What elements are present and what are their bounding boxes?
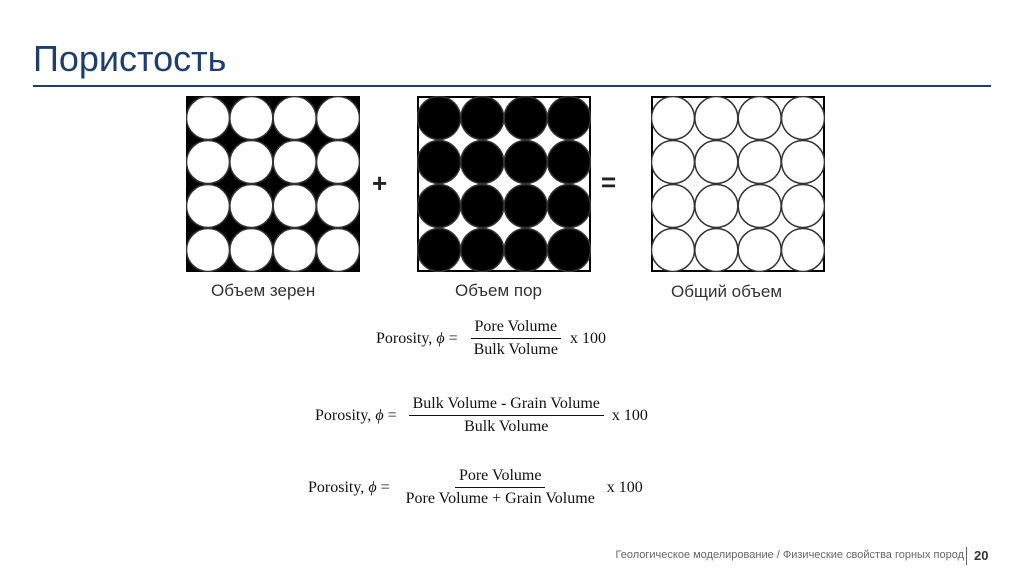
- grains-circle: [273, 97, 316, 140]
- formula-2-phi: ϕ: [375, 406, 384, 424]
- total-circle: [695, 97, 738, 140]
- formula-2-lhs: Porosity,: [315, 406, 372, 424]
- total-circle: [738, 185, 781, 228]
- pores-circle: [461, 229, 504, 272]
- total-circle: [782, 185, 825, 228]
- pore-volume-diagram: [417, 96, 591, 272]
- formula-3-eq: =: [380, 478, 390, 496]
- formula-2-denominator: Bulk Volume: [464, 418, 549, 435]
- formula-2-fraction: [409, 395, 604, 436]
- total-circle: [695, 229, 738, 272]
- pores-circle: [548, 141, 591, 184]
- grains-circle: [230, 229, 273, 272]
- total-circle: [652, 185, 695, 228]
- total-circle: [782, 97, 825, 140]
- grain-volume-label: Объем зерен: [211, 281, 316, 300]
- grains-circle: [317, 185, 360, 228]
- pores-circle: [418, 141, 461, 184]
- page-number: 20: [974, 548, 989, 563]
- pore-volume-label: Объем пор: [455, 281, 543, 300]
- formula-1-lhs: Porosity,: [376, 329, 433, 347]
- total-circle: [652, 141, 695, 184]
- formula-1-phi: ϕ: [436, 329, 445, 347]
- formula-2-numerator: Bulk Volume - Grain Volume: [409, 395, 604, 416]
- slide-title: Пористость: [33, 38, 227, 79]
- total-circle: [782, 229, 825, 272]
- grains-circle: [317, 97, 360, 140]
- equals-operator: =: [601, 167, 617, 197]
- grains-circle: [230, 97, 273, 140]
- footer-text: Геологическое моделирование / Физические свойства горных пород: [615, 549, 964, 561]
- title-divider: [33, 85, 991, 87]
- total-circle: [652, 97, 695, 140]
- total-volume-panel: [651, 96, 825, 272]
- total-circle: [652, 229, 695, 272]
- formula-3-phi: ϕ: [368, 478, 377, 496]
- grains-circle: [273, 141, 316, 184]
- pores-circle: [504, 229, 547, 272]
- porosity-formula-3: [308, 467, 643, 508]
- formula-3-denominator: Pore Volume + Grain Volume: [405, 490, 595, 507]
- total-circle: [738, 141, 781, 184]
- footer-divider: [966, 547, 967, 565]
- total-volume-diagram: [651, 96, 825, 272]
- formula-1-numerator: Pore Volume: [471, 318, 562, 339]
- pores-circle: [504, 141, 547, 184]
- formula-1-eq: =: [448, 329, 458, 347]
- total-circle: [695, 185, 738, 228]
- pores-circle: [418, 97, 461, 140]
- formula-1-denominator: Bulk Volume: [473, 341, 558, 358]
- grains-circle: [317, 229, 360, 272]
- porosity-formula-1: [376, 318, 606, 359]
- grains-circle: [187, 229, 230, 272]
- pore-volume-panel: [417, 96, 591, 272]
- total-circle: [782, 141, 825, 184]
- total-circle: [738, 97, 781, 140]
- pores-circle: [548, 229, 591, 272]
- total-circle: [695, 141, 738, 184]
- pores-circle: [504, 97, 547, 140]
- grain-volume-diagram: [186, 96, 360, 272]
- formula-3-multiplier: x 100: [606, 478, 643, 496]
- grains-circle: [187, 141, 230, 184]
- grain-volume-panel: [186, 96, 360, 272]
- pores-circle: [418, 185, 461, 228]
- pores-circle: [548, 185, 591, 228]
- pores-circle: [461, 141, 504, 184]
- formula-1-multiplier: x 100: [569, 329, 606, 347]
- grains-circle: [273, 229, 316, 272]
- grains-circle: [317, 141, 360, 184]
- pores-circle: [504, 185, 547, 228]
- formula-2-eq: =: [387, 406, 397, 424]
- plus-operator: +: [372, 168, 388, 198]
- formula-3-numerator: Pore Volume: [455, 467, 546, 488]
- pores-circle: [548, 97, 591, 140]
- formula-3-lhs: Porosity,: [308, 478, 365, 496]
- pores-circle: [461, 97, 504, 140]
- pores-circle: [461, 185, 504, 228]
- grains-circle: [230, 185, 273, 228]
- grains-circle: [273, 185, 316, 228]
- pores-circle: [418, 229, 461, 272]
- grains-circle: [187, 97, 230, 140]
- grains-circle: [230, 141, 273, 184]
- formula-2-multiplier: x 100: [611, 406, 648, 424]
- formula-3-fraction: [402, 467, 599, 508]
- total-circle: [738, 229, 781, 272]
- formula-1-fraction: [470, 318, 562, 359]
- total-volume-label: Общий объем: [671, 282, 783, 301]
- grains-circle: [187, 185, 230, 228]
- porosity-formula-2: [315, 395, 648, 436]
